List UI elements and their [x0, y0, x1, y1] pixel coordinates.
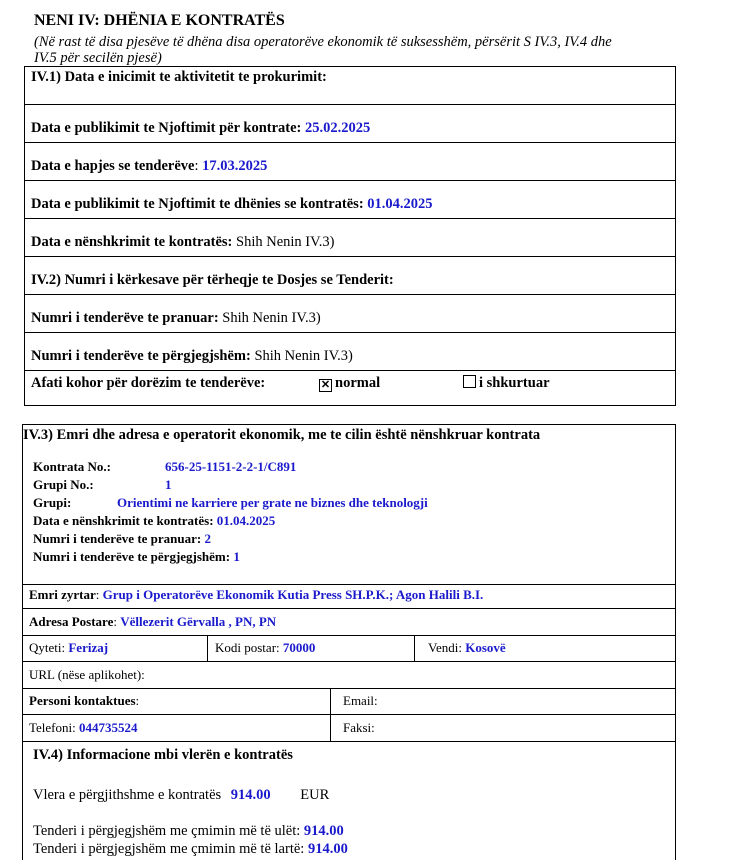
iv3-signing-value: 01.04.2025 — [216, 513, 276, 528]
award-notice-value: 01.04.2025 — [367, 196, 433, 212]
section-note-line-2: IV.5 për secilën pjesë) — [34, 50, 162, 66]
phone-value: 044735524 — [79, 720, 138, 735]
group-no-label: Grupi No.: — [33, 477, 94, 492]
iv3-received-line — [33, 531, 211, 547]
pub-notice-value: 25.02.2025 — [305, 120, 371, 136]
checkbox-checked-icon[interactable]: ✕ — [320, 379, 331, 391]
iv2-title: IV.2) Numri i kërkesave për tërheqje te Dosjes se Tenderit: — [31, 272, 394, 288]
signing-label: Data e nënshkrimit te kontratës: — [31, 234, 233, 250]
opening-value: 17.03.2025 — [202, 158, 268, 174]
group-value: Orientimi ne karriere per grate ne biznes dhe teknologji — [117, 495, 428, 510]
option-normal[interactable] — [319, 375, 380, 392]
signing-row — [25, 219, 675, 257]
pub-notice-row — [25, 105, 675, 143]
option-short[interactable] — [463, 375, 550, 392]
address-label: Adresa Postare — [29, 614, 114, 629]
group-label: Grupi: — [33, 495, 72, 510]
responsive-label: Numri i tenderëve te përgjegjshëm: — [31, 348, 251, 364]
section-title: NENI IV: DHËNIA E KONTRATËS — [34, 12, 285, 29]
url-row — [23, 662, 675, 689]
responsive-row — [25, 333, 675, 371]
received-row — [25, 295, 675, 333]
pub-notice-label: Data e publikimit te Njoftimit për kontrate: — [31, 120, 302, 136]
email-label: Email: — [343, 693, 378, 708]
group-no-value: 1 — [165, 477, 172, 492]
opening-label: Data e hapjes se tenderëve — [31, 158, 195, 174]
phone-row — [23, 715, 675, 742]
highest-line — [33, 841, 348, 858]
iv3-title: IV.3) Emri dhe adresa e operatorit ekonomik, me te cilin është nënshkruar kontrata — [23, 427, 541, 443]
signing-value: Shih Nenin IV.3) — [236, 234, 335, 250]
city-label: Qyteti: — [29, 640, 66, 655]
postal-value: 70000 — [282, 640, 316, 655]
award-notice-row — [25, 181, 675, 219]
iv2-title-row — [25, 257, 675, 295]
iv4-title: IV.4) Informacione mbi vlerën e kontratës — [33, 747, 293, 763]
currency: EUR — [300, 787, 330, 803]
phone-label: Telefoni: — [29, 720, 76, 735]
received-value: Shih Nenin IV.3) — [222, 310, 321, 326]
lowest-value: 914.00 — [303, 823, 344, 839]
checkbox-empty-icon[interactable] — [463, 375, 476, 388]
iv3-responsive-label: Numri i tenderëve te përgjegjshëm: — [33, 549, 231, 564]
iv3-details-table — [23, 584, 675, 742]
highest-value: 914.00 — [307, 841, 348, 857]
iv1-title-row — [25, 67, 675, 105]
received-label: Numri i tenderëve te pranuar: — [31, 310, 219, 326]
opening-row: Data e hapjes se tenderëve: 17.03.2025 — [25, 143, 675, 181]
responsive-value: Shih Nenin IV.3) — [254, 348, 353, 364]
iv3-signing-line — [33, 513, 275, 529]
city-value: Ferizaj — [68, 640, 109, 655]
contract-no-value: 656-25-1151-2-2-1/C891 — [165, 459, 297, 474]
official-name-row: Emri zyrtar: Grup i Operatorëve Ekonomik Kutia Press SH.P.K.; Agon Halili B.I. — [23, 585, 675, 609]
postal-label: Kodi postar: — [215, 640, 280, 655]
total-label: Vlera e përgjithshme e kontratës — [33, 787, 222, 803]
iv3-signing-label: Data e nënshkrimit te kontratës: — [33, 513, 214, 528]
total-value-line — [33, 787, 329, 804]
iv3-responsive-line — [33, 549, 240, 565]
url-label: URL (nëse aplikohet): — [29, 667, 145, 682]
iv1-title: IV.1) Data e inicimit te aktivitetit te prokurimit: — [31, 69, 327, 85]
deadline-row — [25, 371, 675, 405]
official-name-label: Emri zyrtar — [29, 587, 96, 602]
option-normal-label: normal — [335, 375, 381, 391]
total-value: 914.00 — [230, 787, 271, 803]
highest-label: Tenderi i përgjegjshëm me çmimin më të lartë: — [33, 841, 305, 857]
contract-no-label: Kontrata No.: — [33, 459, 111, 474]
fax-label: Faksi: — [343, 720, 375, 735]
iv3-responsive-value: 1 — [233, 549, 240, 564]
deadline-label: Afati kohor për dorëzim te tenderëve: — [31, 375, 266, 391]
section-note-line-1: (Në rast të disa pjesëve të dhëna disa operatorëve ekonomik të suksesshëm, përsërit S IV.3, IV.4 dhe — [34, 34, 612, 50]
country-label: Vendi: — [428, 640, 462, 655]
official-name-value: Grup i Operatorëve Ekonomik Kutia Press SH.P.K.; Agon Halili B.I. — [102, 587, 484, 602]
contact-row: Personi kontaktues: Email: — [23, 689, 675, 715]
award-notice-label: Data e publikimit te Njoftimit te dhënies se kontratës: — [31, 196, 364, 212]
city-row — [23, 636, 675, 662]
iv3-received-label: Numri i tenderëve te pranuar: — [33, 531, 202, 546]
iv1-iv2-box — [24, 66, 676, 406]
option-short-label: i shkurtuar — [479, 375, 550, 391]
lowest-line — [33, 823, 344, 840]
address-value: Vëllezerit Gërvalla , PN, PN — [120, 614, 277, 629]
lowest-label: Tenderi i përgjegjshëm me çmimin më të ulët: — [33, 823, 301, 839]
iv3-received-value: 2 — [204, 531, 211, 546]
iv3-box — [22, 424, 676, 860]
contact-label: Personi kontaktues — [29, 693, 136, 708]
address-row: Adresa Postare: Vëllezerit Gërvalla , PN, PN — [23, 609, 675, 636]
country-value: Kosovë — [465, 640, 506, 655]
